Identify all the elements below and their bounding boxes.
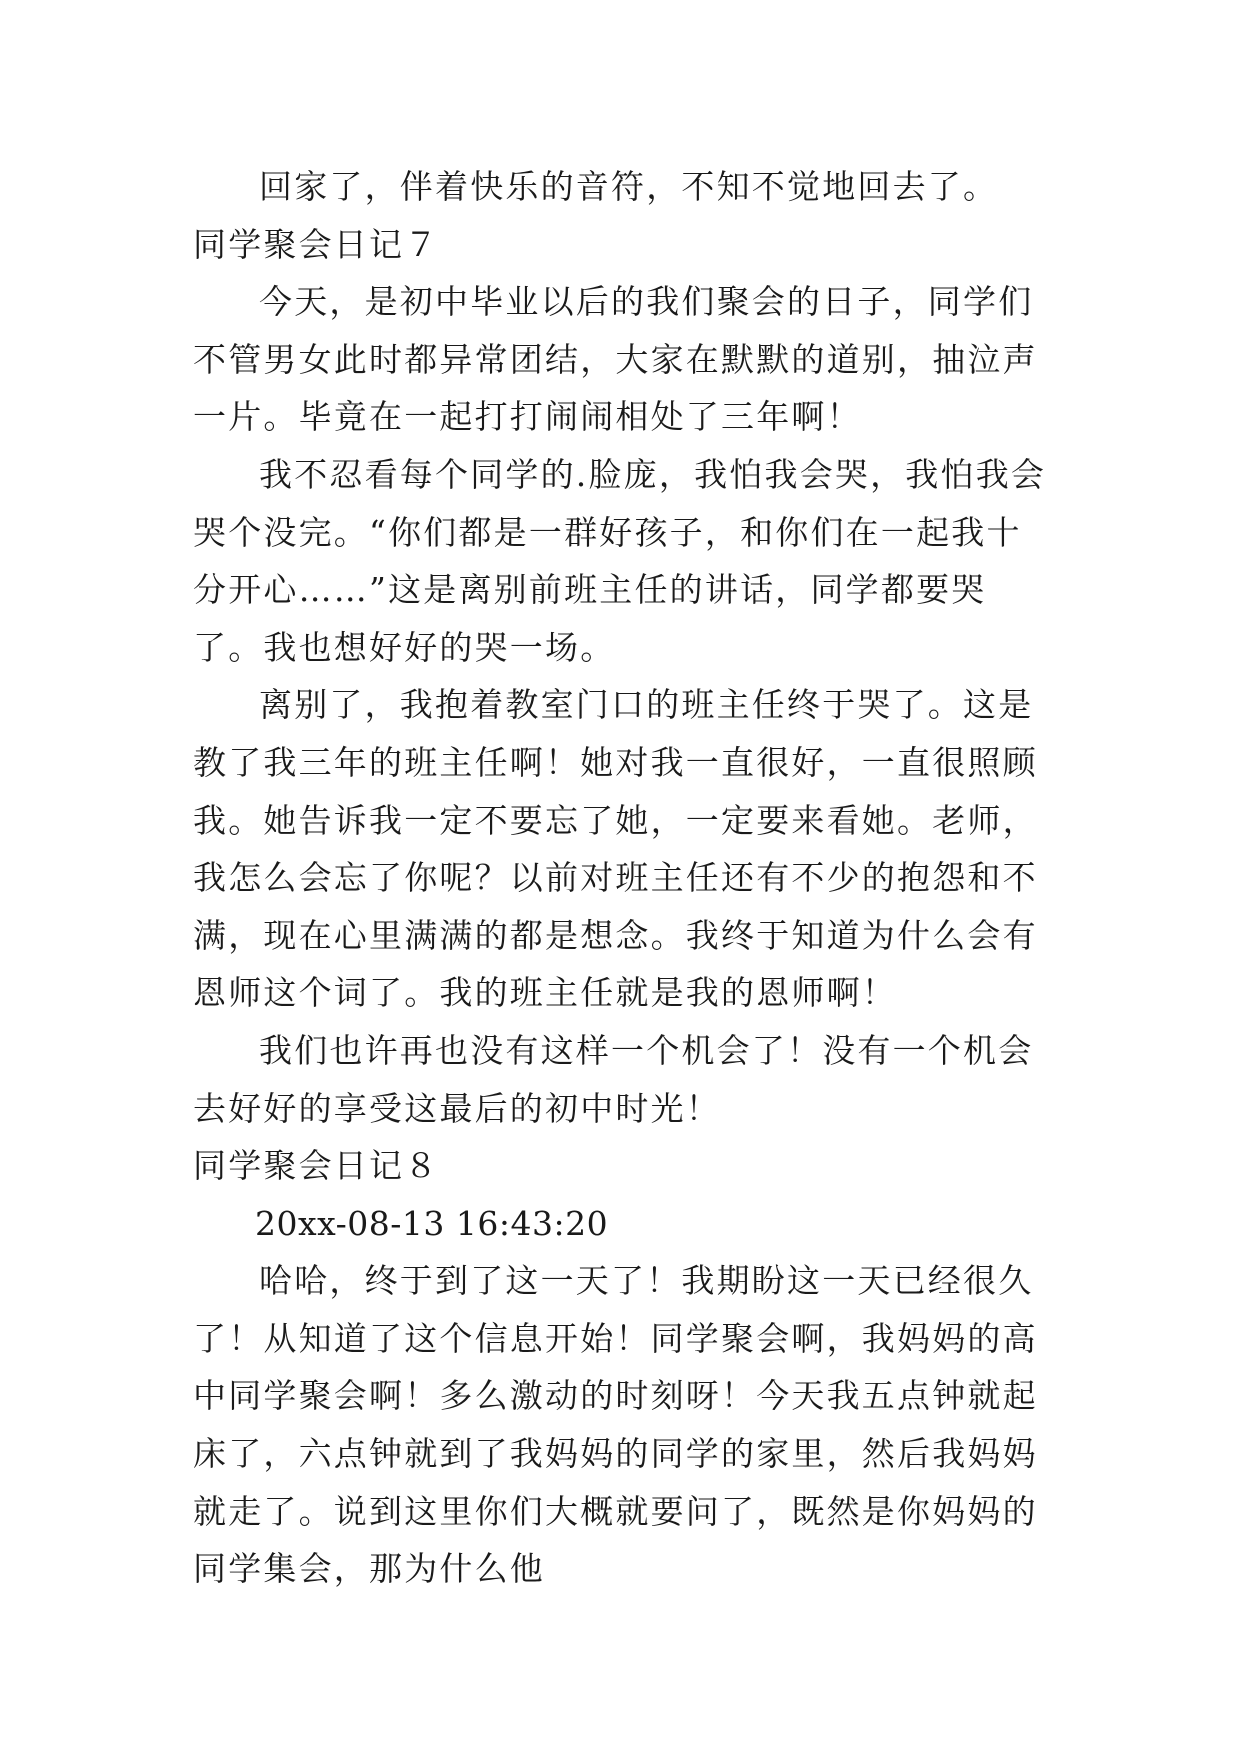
- paragraph-farewell-teacher: 离别了，我抱着教室门口的班主任终于哭了。这是教了我三年的班主任啊！她对我一直很好，一直很照顾我。她告诉我一定不要忘了她，一定要来看她。老师，我怎么会忘了你呢？以前对班主任还有不少的抱怨和不满，现在心里满满的都是想念。我终于知道为什么会有恩师这个词了。我的班主任就是我的恩师啊！: [193, 685, 1038, 1013]
- section-heading-diary-8: 同学聚会日记８: [193, 1146, 440, 1186]
- paragraph-teacher-speech: 我不忍看每个同学的.脸庞，我怕我会哭，我怕我会哭个没完。“你们都是一群好孩子，和你们在一起我十分开心……”这是离别前班主任的讲话，同学都要哭了。我也想好好的哭一场。: [193, 454, 1047, 667]
- paragraph-mother-reunion: 哈哈，终于到了这一天了！我期盼这一天已经很久了！从知道了这个信息开始！同学聚会啊，我妈妈的高中同学聚会啊！多么激动的时刻呀！今天我五点钟就起床了，六点钟就到了我妈妈的同学的家里，然后我妈妈就走了。说到这里你们大概就要问了，既然是你妈妈的同学集会，那为什么他: [193, 1261, 1038, 1589]
- paragraph-last-chance: 我们也许再也没有这样一个机会了！没有一个机会去好好的享受这最后的初中时光！: [193, 1030, 1034, 1128]
- paragraph-reunion-day: 今天，是初中毕业以后的我们聚会的日子，同学们不管男女此时都异常团结，大家在默默的道别，抽泣声一片。毕竟在一起打打闹闹相处了三年啊！: [193, 282, 1038, 437]
- entry-timestamp: 20xx-08-13 16:43:20: [255, 1203, 609, 1243]
- section-heading-diary-7: 同学聚会日记７: [193, 224, 440, 264]
- paragraph-closing-line: 回家了，伴着快乐的音符，不知不觉地回去了。: [259, 167, 999, 206]
- document-body: [193, 158, 1055, 1598]
